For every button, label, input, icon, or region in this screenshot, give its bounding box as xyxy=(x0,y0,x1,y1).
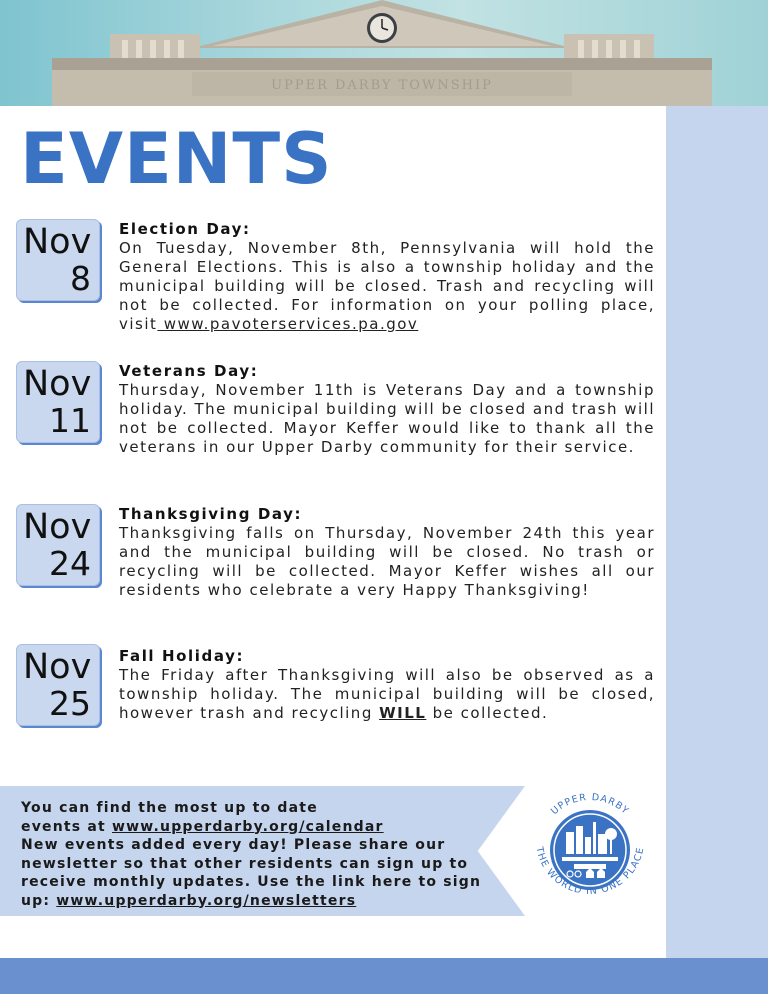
side-stripe xyxy=(666,106,768,958)
footer-line: New events added every day! Please share our newsletter so that other residents can sign up to receive monthly updates. Use the link here to sign up: www.upperdarby.org/newsletters xyxy=(21,837,482,909)
badge-month: Nov xyxy=(23,647,92,687)
badge-day: 24 xyxy=(49,544,91,583)
badge-day: 25 xyxy=(49,684,91,723)
date-badge xyxy=(16,361,100,443)
emphasis-will: WILL xyxy=(379,704,427,722)
footer-line: events at www.upperdarby.org/calendar xyxy=(21,818,384,835)
event-heading: Election Day: xyxy=(119,220,251,238)
badge-month: Nov xyxy=(23,507,92,547)
footer-line: You can find the most up to date xyxy=(21,800,318,816)
date-badge xyxy=(16,644,100,726)
event-heading: Thanksgiving Day: xyxy=(119,505,303,523)
polling-link[interactable]: www.pavoterservices.pa.gov xyxy=(157,315,419,333)
footer-text xyxy=(21,799,491,910)
page-title: EVENTS xyxy=(20,118,333,200)
badge-day: 11 xyxy=(49,401,91,440)
event-body: Thanksgiving falls on Thursday, November 24th this year and the municipal building will be closed. No trash or recycling will be collected. Mayor Keffer wishes all our residents who celebrate a very Happy Thanksgiving! xyxy=(119,524,655,599)
date-badge xyxy=(16,504,100,586)
event-body: On Tuesday, November 8th, Pennsylvania will hold the General Elections. This is also a township holiday and the municipal building will be closed. Trash and recycling will not be collected. For information on your polling place, visit www.pavoterservices.pa.gov xyxy=(119,239,655,333)
bottom-bar xyxy=(0,958,768,994)
badge-day: 8 xyxy=(70,259,91,298)
event-election-day xyxy=(119,220,655,334)
event-veterans-day xyxy=(119,362,655,457)
event-thanksgiving-day xyxy=(119,505,655,600)
event-heading: Veterans Day: xyxy=(119,362,259,380)
calendar-link[interactable]: www.upperdarby.org/calendar xyxy=(112,818,384,835)
event-body: The Friday after Thanksgiving will also be observed as a township holiday. The municipal building will be closed, however trash and recycling WILL be collected. xyxy=(119,666,655,722)
building-inscription: UPPER DARBY TOWNSHIP xyxy=(271,78,493,93)
header-photo xyxy=(0,0,768,106)
logo-top-text: UPPER DARBY xyxy=(548,791,632,818)
badge-month: Nov xyxy=(23,222,92,262)
logo-bottom-text: THE WORLD IN ONE PLACE xyxy=(533,845,647,898)
event-body: Thursday, November 11th is Veterans Day and a township holiday. The municipal building will be closed and trash will not be collected. Mayor Keffer would like to thank all the veterans in our Upper Darby community for their service. xyxy=(119,381,655,456)
newsletter-link[interactable]: www.upperdarby.org/newsletters xyxy=(56,892,357,909)
township-building-image xyxy=(52,0,712,106)
date-badge xyxy=(16,219,100,301)
event-fall-holiday xyxy=(119,647,655,723)
upper-darby-logo xyxy=(522,782,658,918)
badge-month: Nov xyxy=(23,364,92,404)
event-heading: Fall Holiday: xyxy=(119,647,245,665)
